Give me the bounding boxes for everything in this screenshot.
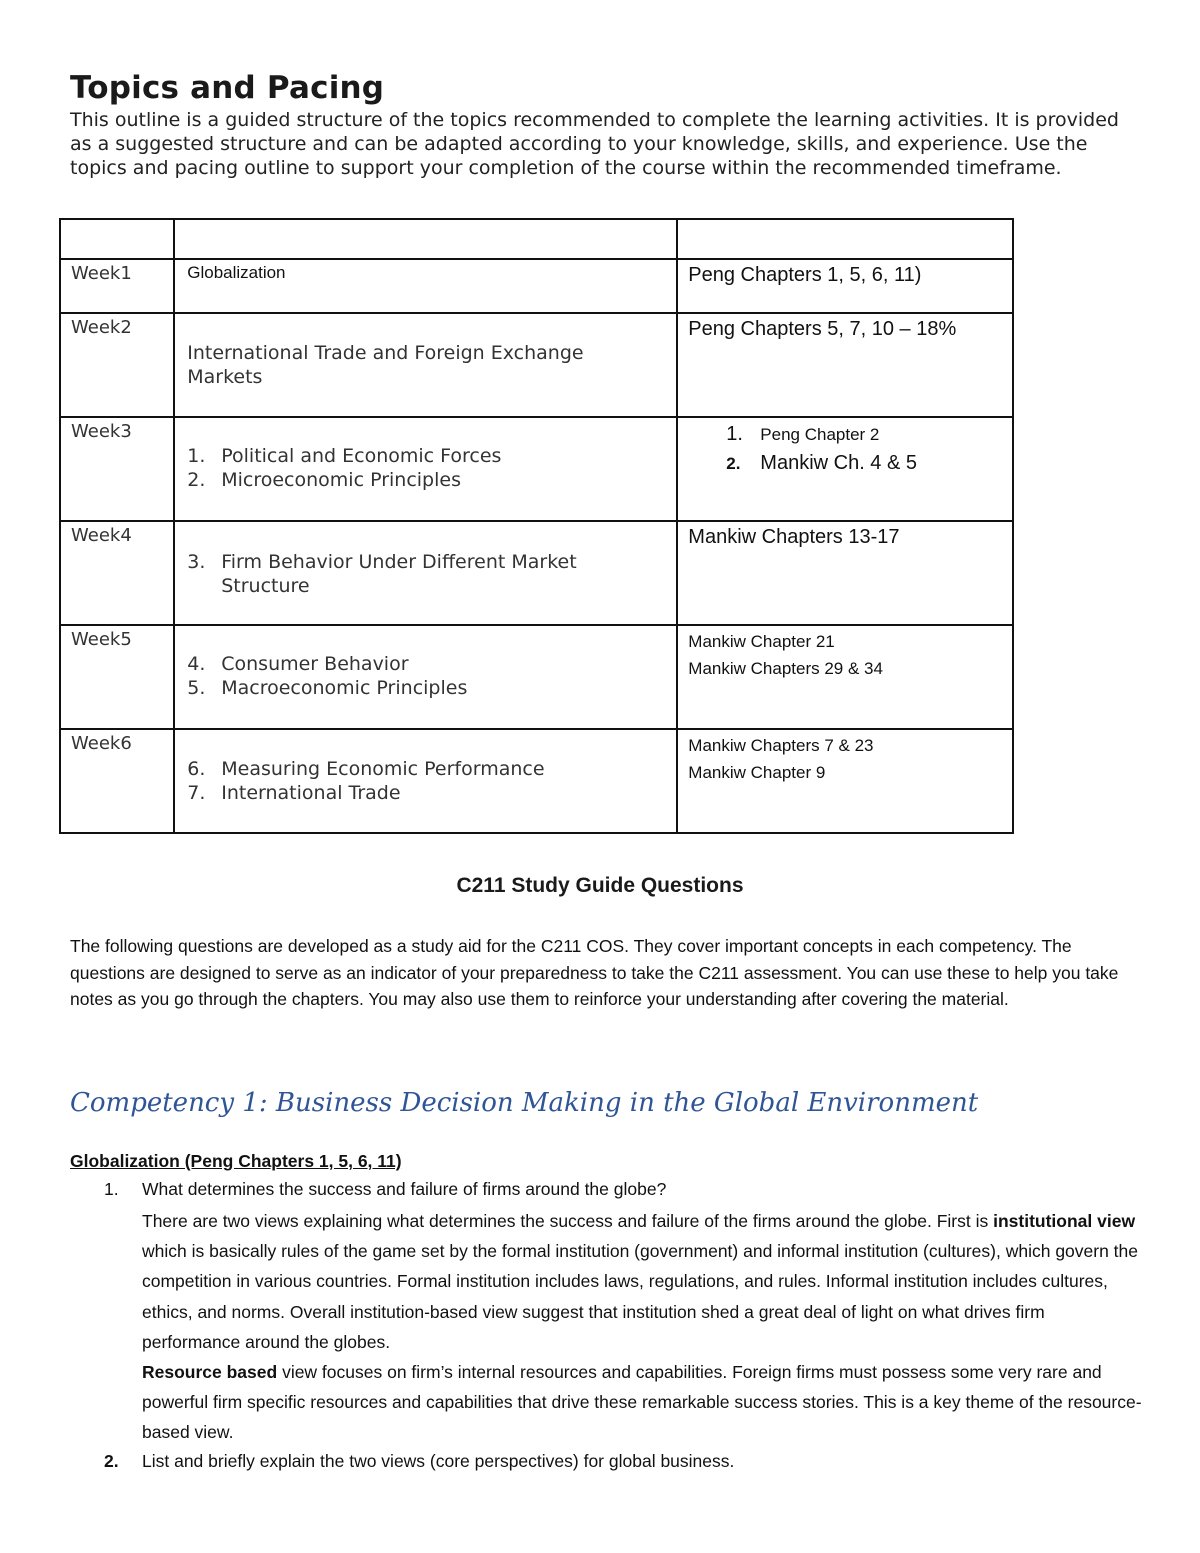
- week-cell: Week3: [60, 417, 174, 521]
- table-row: [60, 521, 1013, 625]
- reading-list-item: 1. Peng Chapter 2: [726, 423, 880, 445]
- reading-cell: [677, 259, 1013, 313]
- reading-text: Mankiw Chapter 21: [688, 632, 835, 651]
- week-cell: Week1: [60, 259, 174, 313]
- table-row: [60, 729, 1013, 833]
- topic-cell: [174, 417, 677, 521]
- topic-cell: [174, 729, 677, 833]
- page-title: Topics and Pacing: [70, 70, 385, 106]
- reading-text: Peng Chapters 1, 5, 6, 11): [688, 264, 922, 286]
- topic-list-item: 4. Consumer Behavior: [187, 653, 409, 675]
- header-cell: [677, 219, 1013, 259]
- topic-cell: [174, 521, 677, 625]
- reading-cell: [677, 729, 1013, 833]
- emphasis-text: Resource based: [142, 1362, 278, 1383]
- topic-list-item: 7. International Trade: [187, 782, 401, 804]
- answer-paragraph: There are two views explaining what determines the success and failure of the firms around the globe. First is institutional view which is basically rules of the game set by the formal institution (government) and informal institution (cultures), which govern the competition in various countries. Formal institution includes laws, regulations, and rules. Informal institution includes cultures, ethics, and norms. Overall institution-based view suggest that institution shed a great deal of light on what drives firm performance around the globes. Resource based view focuses on firm’s internal resources and capabilities. Foreign firms must possess some very rare and powerful firm specific resources and capabilities that drive these remarkable success stories. This is a key theme of the resource-based view.: [142, 1211, 1142, 1443]
- reading-text: Peng Chapters 5, 7, 10 – 18%: [688, 318, 957, 340]
- table-row: [60, 625, 1013, 729]
- topic-list-item: 5. Macroeconomic Principles: [187, 677, 468, 699]
- intro-paragraph: This outline is a guided structure of the topics recommended to complete the learning activities. It is provided as a suggested structure and can be adapted according to your knowledge, skills, and experience. Use the topics and pacing outline to support your completion of the course within the recommended timeframe.: [70, 109, 1119, 179]
- table-row: [60, 313, 1013, 417]
- pacing-table: [59, 218, 1014, 834]
- topic-list-item: 6. Measuring Economic Performance: [187, 758, 545, 780]
- reading-text: Mankiw Chapters 7 & 23: [688, 736, 874, 755]
- topic-cell: [174, 625, 677, 729]
- question-number: 2.: [104, 1451, 119, 1471]
- reading-list-item: 2. Mankiw Ch. 4 & 5: [726, 452, 918, 474]
- reading-cell: [677, 313, 1013, 417]
- topic-list-item: 2. Microeconomic Principles: [187, 469, 461, 491]
- section-heading: Globalization (Peng Chapters 1, 5, 6, 11): [70, 1151, 402, 1171]
- header-cell: [60, 219, 174, 259]
- topic-text: International Trade and Foreign Exchange Markets: [187, 342, 584, 388]
- reading-text: Mankiw Chapters 13-17: [688, 526, 900, 548]
- week-cell: Week2: [60, 313, 174, 417]
- study-guide-intro: The following questions are developed as a study aid for the C211 COS. They cover important concepts in each competency. The questions are designed to serve as an indicator of your preparedness to take the C211 assessment. You can use these to help you take notes as you go through the chapters. You may also use them to reinforce your understanding after covering the material.: [70, 936, 1119, 1009]
- reading-cell: [677, 521, 1013, 625]
- reading-cell: [677, 417, 1013, 521]
- table-row: [60, 259, 1013, 313]
- topic-list-item: 1. Political and Economic Forces: [187, 445, 502, 467]
- question-text: List and briefly explain the two views (core perspectives) for global business.: [142, 1451, 735, 1471]
- study-guide-heading: C211 Study Guide Questions: [456, 874, 744, 897]
- week-cell: Week5: [60, 625, 174, 729]
- question-number: 1.: [104, 1179, 119, 1199]
- topic-cell: [174, 313, 677, 417]
- reading-text: Mankiw Chapter 9: [688, 763, 826, 782]
- header-cell: [174, 219, 677, 259]
- topic-text: Globalization: [187, 263, 286, 282]
- week-cell: Week4: [60, 521, 174, 625]
- table-row: [60, 417, 1013, 521]
- topic-list-item: 3. Firm Behavior Under Different Market Structure: [187, 551, 577, 597]
- question-text: What determines the success and failure of firms around the globe?: [142, 1179, 667, 1199]
- competency-heading: Competency 1: Business Decision Making in the Global Environment: [70, 1088, 979, 1118]
- table-header-row: [60, 219, 1013, 259]
- reading-text: Mankiw Chapters 29 & 34: [688, 659, 883, 678]
- emphasis-text: institutional view: [993, 1211, 1136, 1231]
- week-cell: Week6: [60, 729, 174, 833]
- topic-cell: [174, 259, 677, 313]
- reading-cell: [677, 625, 1013, 729]
